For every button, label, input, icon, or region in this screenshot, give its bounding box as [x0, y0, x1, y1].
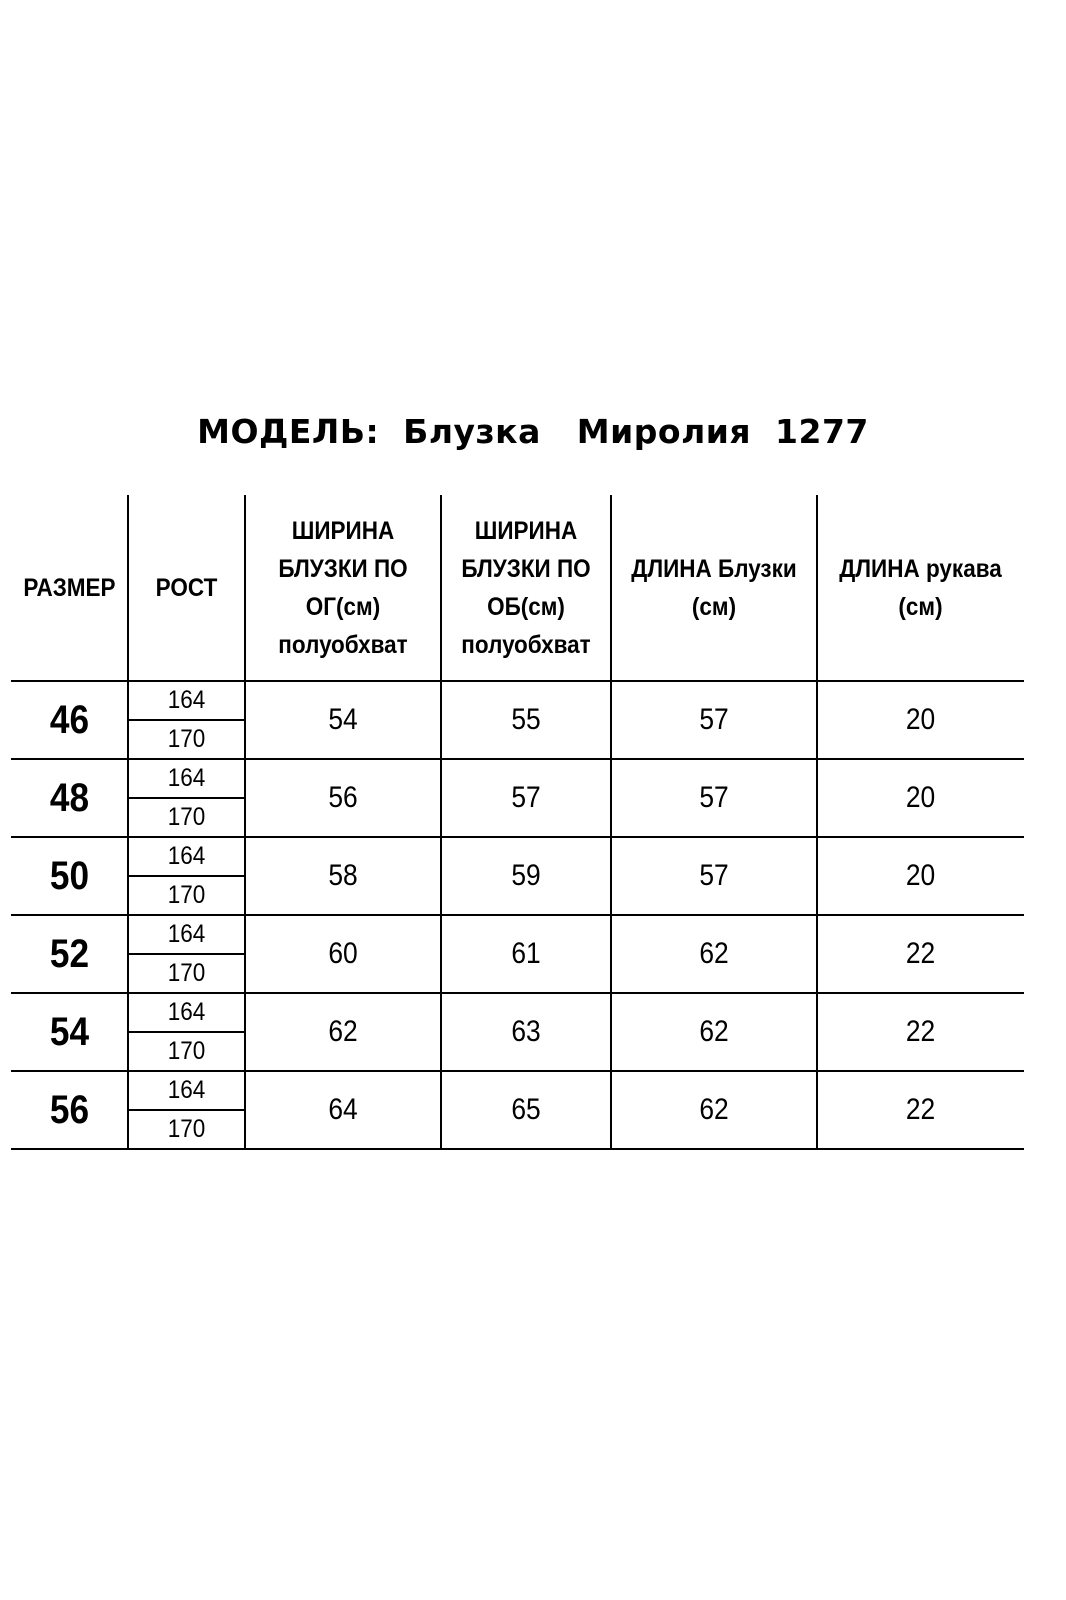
- height-value: 170: [167, 959, 206, 987]
- width-ob-value: 65: [511, 1093, 541, 1126]
- width-og-value: 64: [328, 1093, 358, 1126]
- header-height-label: РОСТ: [155, 574, 218, 602]
- size-value: 56: [49, 1087, 90, 1132]
- size-value: 48: [49, 775, 90, 820]
- width-ob-value: 57: [511, 781, 541, 814]
- sleeve-value: 22: [905, 937, 936, 970]
- height-value: 164: [167, 998, 206, 1026]
- width-ob-value: 59: [511, 859, 541, 892]
- height-value: 164: [167, 686, 206, 714]
- column-divider: [440, 495, 442, 1149]
- sleeve-value: 22: [905, 1093, 936, 1126]
- sleeve-value: 22: [905, 1015, 936, 1048]
- width-og-value: 56: [328, 781, 358, 814]
- width-ob-value: 63: [511, 1015, 541, 1048]
- size-value: 50: [49, 853, 90, 898]
- header-size: [17, 495, 122, 681]
- length-value: 62: [699, 937, 729, 970]
- length-value: 62: [699, 1093, 729, 1126]
- header-size-label: РАЗМЕР: [23, 574, 116, 602]
- height-value: 164: [167, 842, 206, 870]
- column-divider: [244, 495, 246, 1149]
- width-ob-value: 55: [511, 703, 541, 736]
- header-sleeve-line: ДЛИНА рукава: [839, 555, 1002, 583]
- header-width-og-line: ОГ(см): [305, 593, 381, 621]
- header-width-og: [255, 495, 431, 681]
- width-og-value: 54: [328, 703, 358, 736]
- size-value: 52: [49, 931, 90, 976]
- header-sleeve-line: (см): [898, 593, 943, 621]
- size-value: 54: [49, 1009, 90, 1054]
- size-value: 46: [49, 697, 90, 742]
- sleeve-value: 20: [905, 859, 936, 892]
- sleeve-value: 20: [905, 703, 936, 736]
- height-value: 164: [167, 764, 206, 792]
- header-length-line: ДЛИНА Блузки: [631, 555, 797, 583]
- header-width-og-line: полуобхват: [278, 631, 408, 659]
- width-ob-value: 61: [511, 937, 541, 970]
- header-width-ob-line: полуобхват: [461, 631, 591, 659]
- height-value: 170: [167, 1037, 206, 1065]
- column-divider: [610, 495, 612, 1149]
- header-length-line: (см): [691, 593, 737, 621]
- height-value: 164: [167, 920, 206, 948]
- length-value: 57: [699, 781, 729, 814]
- height-value: 170: [167, 725, 206, 753]
- column-divider: [816, 495, 818, 1149]
- height-value: 170: [167, 803, 206, 831]
- header-height: [134, 495, 239, 681]
- header-width-ob-line: ШИРИНА: [474, 517, 578, 545]
- sleeve-value: 20: [905, 781, 936, 814]
- header-length: [621, 495, 806, 681]
- column-divider: [127, 495, 129, 1149]
- length-value: 62: [699, 1015, 729, 1048]
- header-width-ob: [450, 495, 603, 681]
- height-value: 170: [167, 881, 206, 909]
- header-width-ob-line: ОБ(см): [487, 593, 565, 621]
- width-og-value: 62: [328, 1015, 358, 1048]
- header-width-og-line: БЛУЗКИ ПО: [278, 555, 408, 583]
- length-value: 57: [699, 859, 729, 892]
- height-value: 164: [167, 1076, 206, 1104]
- header-width-ob-line: БЛУЗКИ ПО: [461, 555, 591, 583]
- header-sleeve: [827, 495, 1013, 681]
- header-width-og-line: ШИРИНА: [291, 517, 395, 545]
- width-og-value: 58: [328, 859, 358, 892]
- page-title: МОДЕЛЬ: Блузка Миролия 1277: [197, 412, 869, 451]
- height-value: 170: [167, 1115, 206, 1143]
- length-value: 57: [699, 703, 729, 736]
- width-og-value: 60: [328, 937, 358, 970]
